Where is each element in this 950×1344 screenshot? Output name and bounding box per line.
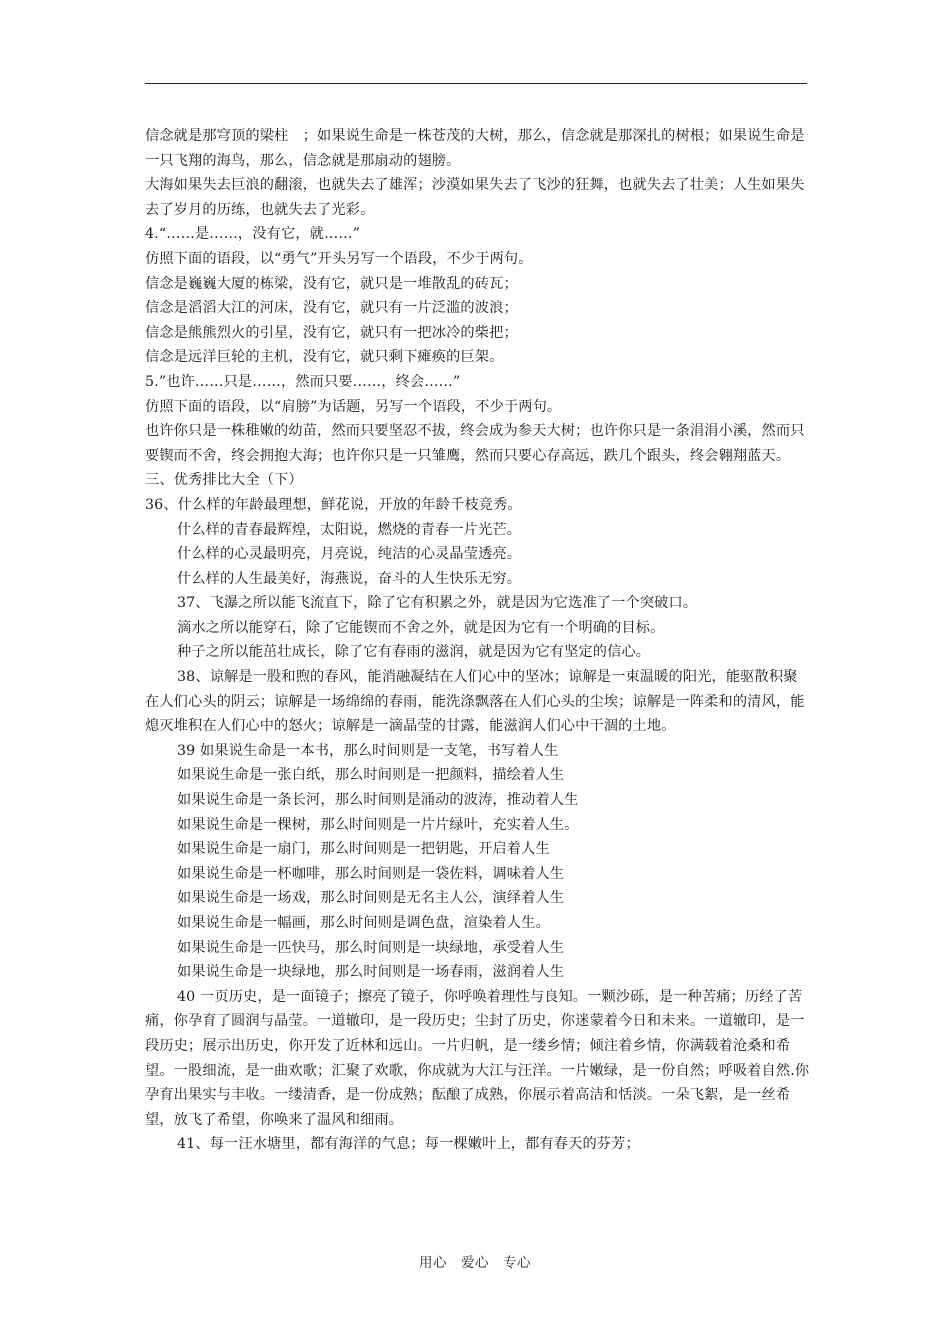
paragraph: 什么样的人生最美好，海燕说，奋斗的人生快乐无穷。 [177, 570, 522, 587]
paragraph: 如果说生命是一块绿地，那么时间则是一场春雨，滋润着人生 [177, 964, 565, 981]
paragraph: 如果说生命是一幅画，那么时间则是调色盘，渲染着人生。 [177, 915, 550, 931]
paragraph: 如果说生命是一条长河，那么时间则是涌动的波涛，推动着人生 [177, 792, 579, 809]
paragraph: 也许你只是一株稚嫩的幼苗，然而只要坚忍不拔，终会成为参天大树；也许你只是一条涓涓小溪，然而只要锲而不舍，终会拥抱大海；也许你只是一只雏鹰，然而只要心存高远，跌几个跟头，终会翱翔蓝天。 [145, 423, 805, 464]
paragraph: 信念是巍巍大厦的栋梁，没有它，就只是一堆散乱的砖瓦； [145, 275, 518, 292]
paragraph: 仿照下面的语段，以“勇气”开头另写一个语段，不少于两句。 [145, 250, 533, 267]
paragraph: 信念是远洋巨轮的主机，没有它，就只剩下瘫痪的巨架。 [145, 349, 504, 366]
paragraph: 三、优秀排比大全（下） [145, 472, 303, 489]
document-body [145, 124, 810, 1157]
paragraph: 滴水之所以能穿石，除了它能锲而不舍之外，就是因为它有一个明确的目标。 [177, 619, 665, 636]
paragraph: 如果说生命是一张白纸，那么时间则是一把颜料，描绘着人生 [177, 767, 565, 784]
paragraph: 如果说生命是一杯咖啡，那么时间则是一袋佐料，调味着人生 [177, 865, 565, 882]
paragraph: 36、什么样的年龄最理想，鲜花说，开放的年龄千枝竞秀。 [145, 496, 522, 513]
paragraph: 如果说生命是一扇门，那么时间则是一把钥匙，开启着人生 [177, 841, 550, 858]
header-rule [145, 83, 807, 84]
paragraph: 信念是滔滔大江的河床，没有它，就只有一片泛滥的波浪； [145, 300, 518, 317]
paragraph: 如果说生命是一棵树，那么时间则是一片片绿叶，充实着人生。 [177, 816, 579, 833]
paragraph: 种子之所以能茁壮成长，除了它有春雨的滋润，就是因为它有坚定的信心。 [177, 644, 651, 661]
paragraph: 39 如果说生命是一本书，那么时间则是一支笔，书写着人生 [177, 742, 559, 759]
paragraph: 如果说生命是一匹快马，那么时间则是一块绿地，承受着人生 [177, 939, 565, 956]
paragraph: 38、谅解是一股和煦的春风，能消融凝结在人们心中的坚冰；谅解是一束温暖的阳光，能驱散积聚在人们心头的阴云；谅解是一场绵绵的春雨，能洗涤飘落在人们心头的尘埃；谅解是一阵柔和的清风，能熄灭堆积在人们心中的怒火；谅解是一滴晶莹的甘露，能滋润人们心中干涸的土地。 [145, 669, 805, 735]
paragraph: 大海如果失去巨浪的翻滚，也就失去了雄浑；沙漠如果失去了飞沙的狂舞，也就失去了壮美；人生如果失去了岁月的历练，也就失去了光彩。 [145, 177, 805, 218]
paragraph: 仿照下面的语段，以“肩膀”为话题，另写一个语段，不少于两句。 [145, 398, 562, 415]
paragraph: 4.“……是……，没有它，就……” [145, 226, 361, 243]
paragraph: 37、飞瀑之所以能飞流直下，除了它有积累之外，就是因为它选准了一个突破口。 [177, 595, 698, 612]
paragraph: 什么样的青春最辉煌，太阳说，燃烧的青春一片光芒。 [177, 521, 522, 538]
paragraph: 40 一页历史，是一面镜子；擦亮了镜子，你呼唤着理性与良知。一颗沙砾，是一种苦痛；历经了苦痛，你孕育了圆润与晶莹。一道辙印，是一段历史；尘封了历史，你迷蒙着今日和未来。一道辙印，是一段历史；展示出历史，你开发了近林和远山。一片归帆，是一缕乡情；倾注着乡情，你满载着沧桑和希望。一股细流，是一曲欢歌；汇聚了欢歌，你成就为大江与汪洋。一片嫩绿，是一份自然；呼吸着自然.你孕育出果实与丰收。一缕清香，是一份成熟；酝酿了成熟，你展示着高洁和恬淡。一朵飞絮，是一丝希望，放飞了希望，你唤来了温风和细雨。 [145, 988, 810, 1128]
paragraph: 信念就是那穹顶的梁柱 ；如果说生命是一株苍茂的大树，那么，信念就是那深扎的树根；如果说生命是一只飞翔的海鸟，那么，信念就是那扇动的翅膀。 [145, 128, 805, 169]
paragraph: 什么样的心灵最明亮，月亮说，纯洁的心灵晶莹透亮。 [177, 546, 522, 563]
page-footer: 用心 爱心 专心 [419, 1255, 531, 1271]
paragraph: 41、每一汪水塘里，都有海洋的气息；每一棵嫩叶上，都有春天的芬芳； [177, 1136, 640, 1153]
paragraph: 如果说生命是一场戏，那么时间则是无名主人公，演绎着人生 [177, 890, 565, 907]
paragraph: 5.”也许……只是……，然而只要……，终会……” [145, 373, 461, 390]
paragraph: 信念是熊熊烈火的引星，没有它，就只有一把冰冷的柴把； [145, 324, 518, 341]
